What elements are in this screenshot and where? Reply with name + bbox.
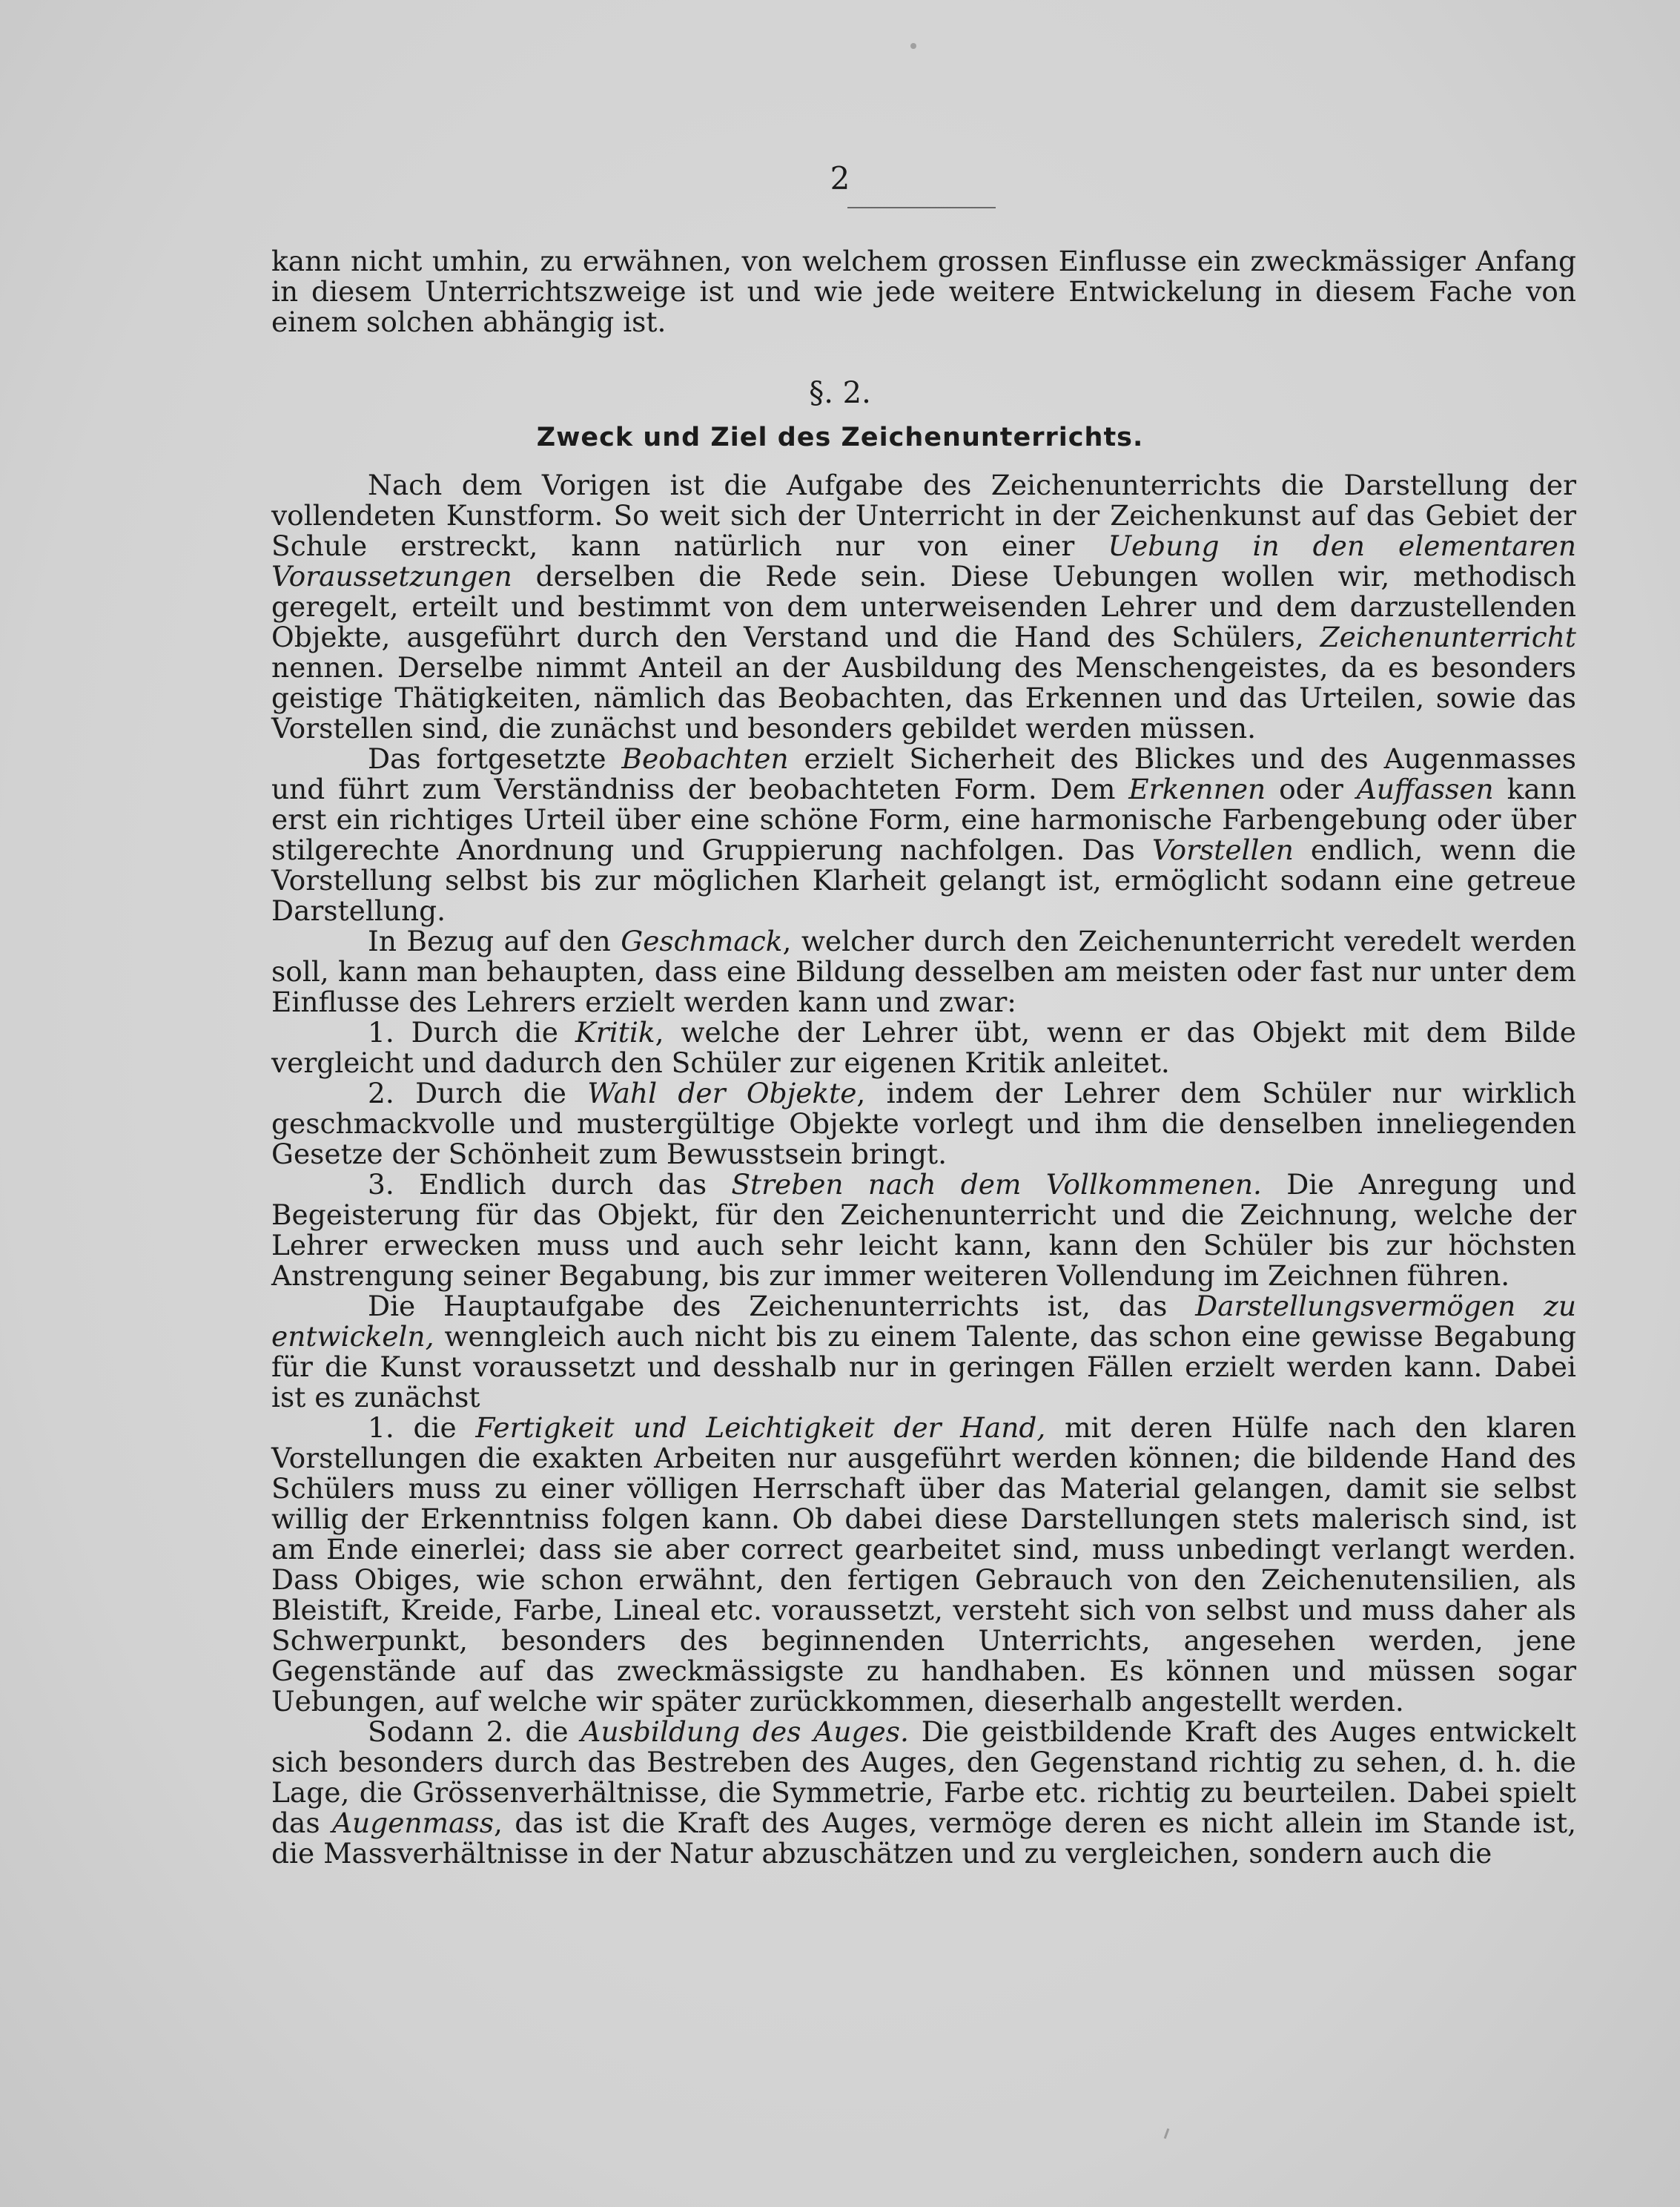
emphasis: Ausbildung des Auges. bbox=[581, 1715, 909, 1748]
paragraph-observation bbox=[271, 744, 1576, 926]
body-text bbox=[271, 470, 1576, 1869]
paragraph-taste bbox=[271, 926, 1576, 1017]
section-title: Zweck und Ziel des Zeichenunterrichts. bbox=[536, 423, 1144, 452]
emphasis: Wahl der Objekte bbox=[587, 1077, 857, 1109]
intro-paragraph bbox=[271, 246, 1576, 337]
emphasis: Uebung in den elementaren Voraussetzungen bbox=[271, 530, 1576, 593]
text-run: , indem der Lehrer dem Schüler nur wirklich geschmackvolle und mustergültige Objekte vorlegt und ihm die denselben inneliegenden Gesetze der Schönheit zum Bewusstsein bringt. bbox=[271, 1077, 1576, 1170]
text-run: 3. Endlich durch das bbox=[368, 1168, 732, 1201]
emphasis: Fertigkeit und Leichtigkeit der Hand, bbox=[475, 1411, 1046, 1444]
text-run: Die Hauptaufgabe des Zeichenunterrichts ist, das bbox=[368, 1290, 1196, 1322]
text-run: Sodann 2. die bbox=[368, 1715, 581, 1748]
paragraph-main-task bbox=[271, 1291, 1576, 1413]
stray-mark bbox=[1164, 2128, 1170, 2139]
list-item-object-choice bbox=[271, 1078, 1576, 1170]
emphasis: Kritik bbox=[575, 1016, 655, 1049]
emphasis: Streben nach dem Vollkommenen. bbox=[731, 1168, 1262, 1201]
emphasis: Auffassen bbox=[1356, 773, 1494, 805]
list-item-striving bbox=[271, 1170, 1576, 1291]
text-run: 1. die bbox=[368, 1411, 476, 1444]
list-item-hand-skill bbox=[271, 1413, 1576, 1717]
ink-speck bbox=[910, 43, 916, 49]
text-run: derselben die Rede sein. Diese Uebungen wollen wir, methodisch geregelt, erteilt und bestimmt von dem unterweisenden Lehrer und dem darzustellenden Objekte, ausgeführt durch den Verstand und die Hand des Schülers, bbox=[271, 560, 1576, 653]
header-rule bbox=[847, 207, 996, 208]
text-run: In Bezug auf den bbox=[368, 925, 621, 957]
text-run: Die geistbildende Kraft des Auges entwickelt sich besonders durch das Bestreben des Auges, den Gegenstand richtig zu sehen, d. h. die Lage, die Grössenverhältnisse, die Symmetrie, Farbe etc. richtig zu beurteilen. Dabei spielt das bbox=[271, 1715, 1576, 1839]
emphasis: Darstellungsvermögen zu entwickeln, bbox=[271, 1290, 1577, 1353]
page-number: 2 bbox=[830, 160, 850, 197]
text-run: Das fortgesetzte bbox=[368, 742, 622, 775]
text-run: mit deren Hülfe nach den klaren Vorstellungen die exakten Arbeiten nur ausgeführt werden können; die bildende Hand des Schülers muss zu einer völligen Herrschaft über das Material gelangen, damit sie selbst willig der Erkenntniss folgen kann. Ob dabei diese Darstellungen stets malerisch sind, ist am Ende einerlei; dass sie aber correct gearbeitet sind, muss unbedingt verlangt werden. Dass Obiges, wie schon erwähnt, den fertigen Gebrauch von den Zeichenutensilien, als Bleistift, Kreide, Farbe, Lineal etc. voraussetzt, versteht sich von selbst und muss daher als Schwerpunkt, besonders des beginnenden Unterrichts, angesehen werden, jene Gegenstände auf das zweckmässigste zu handhaben. Es können und müssen sogar Uebungen, auf welche wir später zurückkommen, dieserhalb angestellt werden. bbox=[271, 1411, 1577, 1718]
text-run: 2. Durch die bbox=[368, 1077, 588, 1109]
emphasis: Erkennen bbox=[1128, 773, 1266, 805]
section-number: §. 2. bbox=[809, 376, 871, 410]
list-item-critique bbox=[271, 1017, 1576, 1078]
emphasis: Zeichenunterricht bbox=[1320, 621, 1576, 653]
emphasis: Beobachten bbox=[621, 742, 789, 775]
text-run: Die Anregung und Begeisterung für das Objekt, für den Zeichenunterricht und die Zeichnung, welche der Lehrer erwecken muss und auch sehr leicht kann, kann den Schüler bis zur höchsten Anstrengung seiner Begabung, bis zur immer weiteren Vollendung im Zeichnen führen. bbox=[271, 1168, 1576, 1292]
text-run: , welcher durch den Zeichenunterricht veredelt werden soll, kann man behaupten, dass eine Bildung desselben am meisten oder fast nur unter dem Einflusse des Lehrers erzielt werden kann und zwar: bbox=[271, 925, 1576, 1018]
text-run: nennen. Derselbe nimmt Anteil an der Ausbildung des Menschengeistes, da es besonders geistige Thätigkeiten, nämlich das Beobachten, das Erkennen und das Urteilen, sowie das Vorstellen sind, die zunächst und besonders gebildet werden müssen. bbox=[271, 651, 1576, 745]
emphasis: Geschmack bbox=[621, 925, 783, 957]
paragraph-eye-training bbox=[271, 1717, 1576, 1869]
text-run: oder bbox=[1266, 773, 1357, 805]
intro-text: kann nicht umhin, zu erwähnen, von welchem grossen Einflusse ein zweckmässiger Anfang in diesem Unterrichtszweige ist und wie jede weitere Entwickelung in diesem Fache von einem solchen abhängig ist. bbox=[271, 245, 1576, 338]
text-run: endlich, wenn die Vorstellung selbst bis zur möglichen Klarheit gelangt ist, ermöglicht sodann eine getreue Darstellung. bbox=[271, 834, 1576, 927]
text-run: kann erst ein richtiges Urteil über eine schöne Form, eine harmonische Farbengebung oder über stilgerechte Anordnung und Gruppierung nachfolgen. Das bbox=[271, 773, 1576, 866]
text-run: Nach dem Vorigen ist die Aufgabe des Zeichenunterrichts die Darstellung der vollendeten Kunstform. So weit sich der Unterricht in der Zeichenkunst auf das Gebiet der Schule erstreckt, kann natürlich nur von einer bbox=[271, 469, 1576, 562]
text-run: , das ist die Kraft des Auges, vermöge deren es nicht allein im Stande ist, die Massverhältnisse in der Natur abzuschätzen und zu vergleichen, sondern auch die bbox=[271, 1807, 1577, 1870]
text-run: erzielt Sicherheit des Blickes und des Augenmasses und führt zum Verständniss der beobachteten Form. Dem bbox=[271, 742, 1576, 805]
text-run: 1. Durch die bbox=[368, 1016, 575, 1049]
emphasis: Augenmass bbox=[331, 1807, 494, 1839]
text-run: wenngleich auch nicht bis zu einem Talente, das schon eine gewisse Begabung für die Kunst voraussetzt und desshalb nur in geringen Fällen erzielt werden kann. Dabei ist es zunächst bbox=[271, 1320, 1576, 1413]
paragraph-aim bbox=[271, 470, 1576, 744]
text-run: , welche der Lehrer übt, wenn er das Objekt mit dem Bilde vergleicht und dadurch den Schüler zur eigenen Kritik anleitet. bbox=[271, 1016, 1576, 1079]
emphasis: Vorstellen bbox=[1151, 834, 1294, 866]
